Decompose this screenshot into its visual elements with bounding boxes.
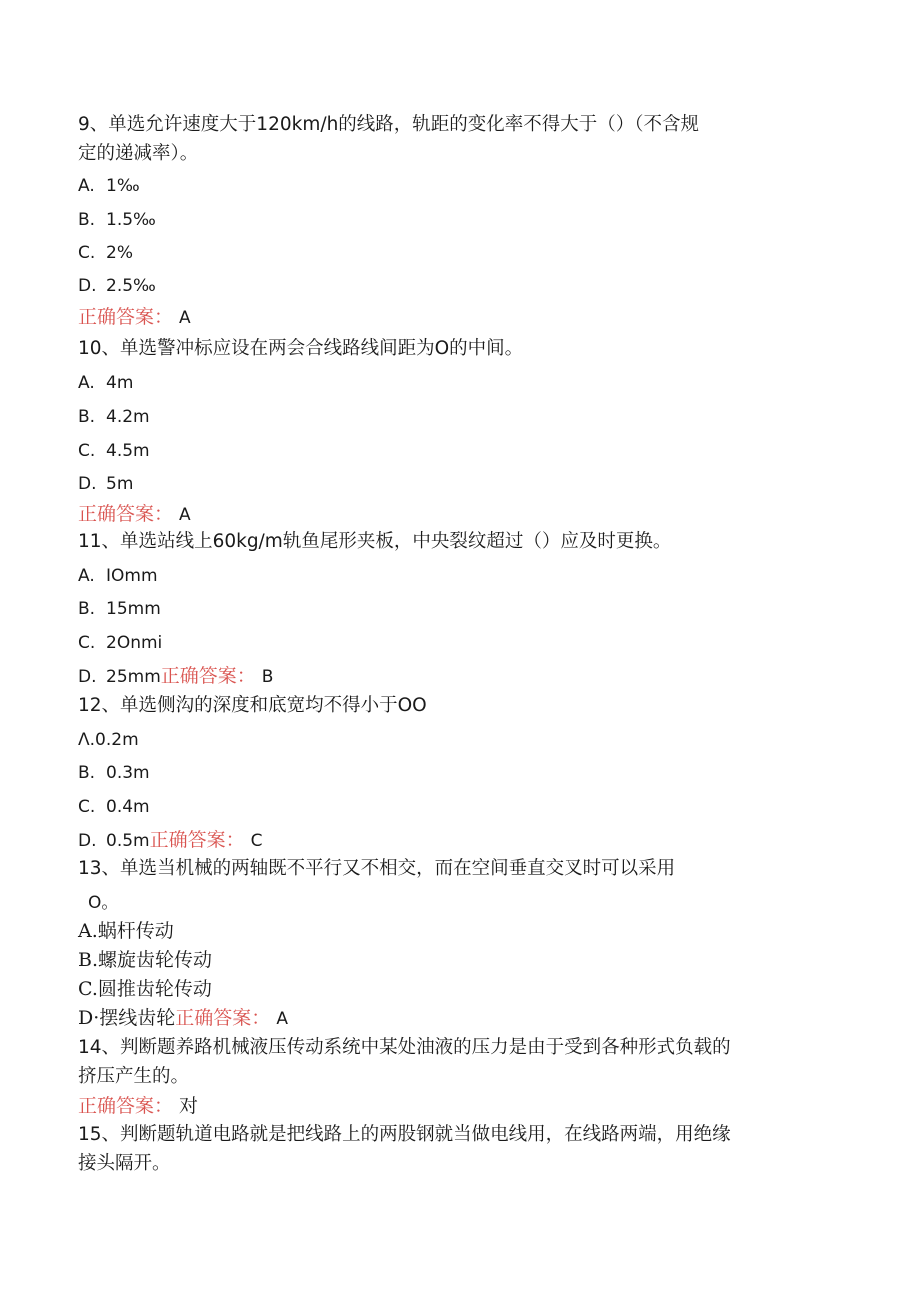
option-letter: D. [78, 276, 97, 296]
option-letter: B. [78, 599, 96, 619]
answer-label: 正确答案： [78, 503, 174, 525]
question-15-stem-line1 [78, 1123, 731, 1147]
option-letter: A. [78, 566, 95, 586]
option-letter: C. [78, 633, 96, 653]
question-number: 14、 [78, 1037, 121, 1058]
question-12-stem-line1 [78, 694, 427, 718]
option-text: 25mm [106, 667, 161, 687]
question-14-stem-line1 [78, 1036, 731, 1060]
option-text: 蜗杆传动 [97, 920, 174, 942]
option-text: 1‰ [106, 176, 140, 196]
question-type: 单选 [120, 531, 158, 552]
option-letter: D. [78, 667, 97, 687]
question-type: 判断题 [120, 1124, 176, 1145]
question-9-option-c [78, 241, 133, 265]
question-9-option-b [78, 208, 156, 232]
option-letter: D· [78, 1007, 100, 1029]
option-letter: C. [78, 243, 96, 263]
option-text: 摆线齿轮 [99, 1007, 176, 1029]
question-11-option-b [78, 597, 161, 621]
answer-label: 正确答案： [160, 665, 256, 687]
question-text: 轨道电路就是把线路上的两股钢就当做电线用，在线路两端，用绝缘 [175, 1124, 731, 1145]
answer-label: 正确答案： [78, 1095, 174, 1117]
option-text: 2% [106, 243, 133, 263]
question-14-answer [78, 1094, 198, 1119]
question-number: 10、 [78, 338, 121, 359]
question-12-option-d [78, 828, 263, 853]
option-text: 螺旋齿轮传动 [98, 949, 213, 971]
answer-label: 正确答案： [78, 306, 174, 328]
question-type: 单选 [108, 114, 146, 135]
answer-value: 对 [179, 1095, 199, 1117]
answer-value: A [179, 505, 191, 525]
option-text: 1.5‰ [106, 210, 156, 230]
question-12-option-b [78, 761, 150, 785]
question-type: 判断题 [120, 1037, 176, 1058]
question-13-option-b [78, 948, 212, 972]
question-11-option-a [78, 564, 158, 588]
question-10-answer [78, 502, 191, 527]
option-letter: B. [78, 210, 96, 230]
option-letter: B. [78, 763, 96, 783]
question-10-option-d [78, 472, 133, 496]
option-letter: B. [78, 949, 99, 971]
option-text: 2.5‰ [106, 276, 156, 296]
question-number: 13、 [78, 858, 121, 879]
question-number: 12、 [78, 695, 121, 716]
option-letter: B. [78, 407, 96, 427]
option-text: 4m [106, 373, 134, 393]
question-text: 站线上60kg/m轨鱼尾形夹板，中央裂纹超过（）应及时更换。 [157, 531, 672, 552]
answer-label: 正确答案： [149, 829, 245, 851]
question-12-option-c [78, 795, 150, 819]
option-letter: D. [78, 831, 97, 851]
question-type: 单选 [120, 695, 158, 716]
option-letter: C. [78, 978, 98, 1000]
question-13-option-d [78, 1006, 288, 1031]
option-text: 4.5m [106, 441, 150, 461]
question-9-stem-line2: 定的递减率）。 [78, 143, 199, 164]
question-10-option-c [78, 439, 150, 463]
option-letter: C. [78, 441, 96, 461]
question-13-stem-line2: O。 [88, 893, 119, 913]
option-text: IOmm [106, 566, 158, 586]
question-14-stem-line2: 挤压产生的。 [78, 1066, 190, 1087]
question-number: 15、 [78, 1124, 121, 1145]
option-text: 0.3m [106, 763, 150, 783]
answer-label: 正确答案： [175, 1007, 271, 1029]
answer-value: C [250, 831, 263, 851]
question-13-stem-line1 [78, 857, 675, 881]
question-13-option-c [78, 977, 212, 1001]
question-number: 11、 [78, 531, 121, 552]
question-text: 允许速度大于120km/h的线路，轨距的变化率不得大于（）（不含规 [145, 114, 700, 135]
option-text: 4.2m [106, 407, 150, 427]
question-10-stem-line1 [78, 337, 523, 361]
question-13-option-a [78, 919, 174, 943]
question-9-option-d [78, 274, 156, 298]
question-12-option-a [78, 728, 139, 752]
question-9-option-a [78, 174, 140, 198]
answer-value: B [261, 667, 274, 687]
question-9-answer [78, 305, 191, 330]
option-text: 2Onmi [106, 633, 163, 653]
option-text: 0.2m [95, 730, 139, 750]
question-type: 单选 [120, 338, 158, 359]
question-type: 单选 [120, 858, 158, 879]
option-text: 15mm [106, 599, 161, 619]
question-15-stem-line2: 接头隔开。 [78, 1153, 171, 1174]
question-text: 养路机械液压传动系统中某处油液的压力是由于受到各种形式负载的 [175, 1037, 731, 1058]
question-text: 侧沟的深度和底宽均不得小于OO [157, 695, 427, 716]
question-text: 警冲标应设在两会合线路线间距为O的中间。 [157, 338, 524, 359]
option-text: 0.4m [106, 797, 150, 817]
option-letter: A. [78, 176, 95, 196]
option-text: 0.5m [106, 831, 150, 851]
question-text: 当机械的两轴既不平行又不相交，而在空间垂直交叉时可以采用 [157, 858, 676, 879]
question-10-option-b [78, 405, 150, 429]
option-letter: D. [78, 474, 97, 494]
question-11-stem-line1 [78, 530, 671, 554]
option-letter: C. [78, 797, 96, 817]
option-letter: A. [78, 373, 95, 393]
option-letter: A. [78, 920, 98, 942]
option-letter: Λ. [78, 730, 96, 750]
question-9-stem-line1 [78, 113, 699, 137]
question-11-option-d [78, 664, 273, 689]
answer-value: A [179, 308, 191, 328]
question-10-option-a [78, 371, 133, 395]
answer-value: A [276, 1009, 288, 1029]
question-11-option-c [78, 631, 162, 655]
question-number: 9、 [78, 114, 109, 135]
option-text: 5m [106, 474, 134, 494]
option-text: 圆推齿轮传动 [97, 978, 212, 1000]
